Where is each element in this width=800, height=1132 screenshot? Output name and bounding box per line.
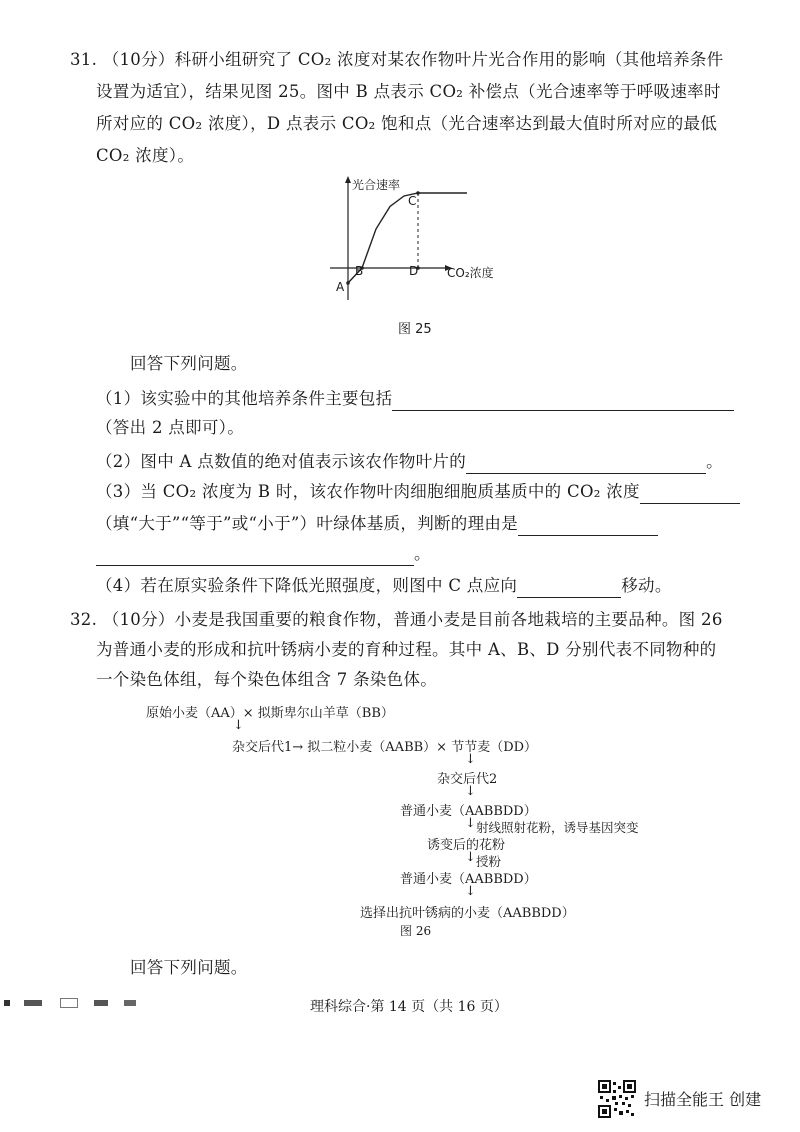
q31-sub1-text: （1）该实验中的其他培养条件主要包括 bbox=[96, 389, 393, 408]
answer-blank-3b[interactable] bbox=[518, 517, 658, 536]
tree-step-5: 诱变后的花粉 bbox=[427, 838, 506, 853]
qr-code-icon bbox=[598, 1080, 636, 1118]
q32-prompt: 回答下列问题。 bbox=[130, 958, 248, 977]
arrow-down-1: ↓ bbox=[233, 718, 244, 733]
arrow-down-2: ↓ bbox=[465, 752, 476, 767]
q31-line-3: 所对应的 CO₂ 浓度），D 点表示 CO₂ 饱和点（光合速率达到最大值时所对应的最低 bbox=[96, 114, 718, 133]
margin-mark bbox=[24, 1000, 42, 1006]
q32-line-3: 一个染色体组，每个染色体组含 7 条染色体。 bbox=[96, 670, 438, 689]
q31-sub2 bbox=[96, 450, 723, 474]
y-axis-label: 光合速率 bbox=[352, 178, 401, 192]
q31-line-4: CO₂ 浓度）。 bbox=[96, 146, 195, 165]
margin-mark bbox=[124, 1000, 136, 1006]
tree-step-2: 杂交后代1→ 拟二粒小麦（AABB）× 节节麦（DD） bbox=[232, 740, 538, 755]
q32-line-1 bbox=[70, 608, 723, 632]
answer-blank-2[interactable] bbox=[466, 455, 706, 474]
q32-number: 32. bbox=[70, 610, 98, 629]
figure-25-chart bbox=[320, 172, 510, 302]
arrow-down-3: ↓ bbox=[465, 784, 476, 799]
q31-sub4-text: （4）若在原实验条件下降低光照强度，则图中 C 点应向 bbox=[96, 576, 518, 595]
scanner-brand: 扫描全能王 创建 bbox=[644, 1090, 762, 1109]
q31-sub3-end: 。 bbox=[414, 544, 431, 563]
margin-mark bbox=[60, 998, 78, 1008]
label-c: C bbox=[408, 194, 417, 208]
answer-blank-4[interactable] bbox=[517, 579, 621, 598]
q31-prompt: 回答下列问题。 bbox=[130, 354, 248, 373]
figure-25-caption: 图 25 bbox=[398, 322, 432, 337]
answer-blank-1[interactable] bbox=[392, 392, 734, 411]
margin-mark bbox=[4, 1000, 10, 1006]
arrow-down-5: ↓ bbox=[465, 850, 476, 865]
q31-sub3-text-2: （填“大于”“等于”或“小于”）叶绿体基质，判断的理由是 bbox=[96, 514, 519, 533]
q31-sub2-end: 。 bbox=[706, 452, 723, 471]
point-a bbox=[346, 281, 350, 285]
q31-sub3-cont bbox=[96, 512, 658, 536]
q31-sub4-end: 移动。 bbox=[621, 576, 672, 595]
q31-sub3 bbox=[96, 480, 740, 504]
tree-step-6: 普通小麦（AABBDD） bbox=[400, 872, 537, 887]
q31-text-1: （10分）科研小组研究了 CO₂ 浓度对某农作物叶片光合作用的影响（其他培养条件 bbox=[102, 50, 724, 69]
tree-step-1: 原始小麦（AA）× 拟斯卑尔山羊草（BB） bbox=[146, 706, 394, 721]
tree-note-2: 授粉 bbox=[476, 854, 502, 869]
q31-number: 31. bbox=[70, 50, 98, 69]
answer-blank-3c[interactable] bbox=[96, 547, 414, 566]
q31-sub1-cont: （答出 2 点即可）。 bbox=[96, 418, 245, 437]
q31-line-2: 设置为适宜），结果见图 25。图中 B 点表示 CO₂ 补偿点（光合速率等于呼吸速率时 bbox=[96, 82, 721, 101]
label-b: B bbox=[355, 264, 364, 278]
tree-step-7: 选择出抗叶锈病的小麦（AABBDD） bbox=[360, 906, 575, 921]
label-d: D bbox=[409, 264, 419, 278]
point-c bbox=[416, 191, 420, 195]
q31-sub4 bbox=[96, 574, 672, 598]
arrow-down-4: ↓ bbox=[465, 816, 476, 831]
answer-blank-3a[interactable] bbox=[640, 485, 740, 504]
tree-step-4: 普通小麦（AABBDD） bbox=[400, 804, 537, 819]
margin-mark bbox=[94, 1000, 108, 1006]
q31-sub3-line3 bbox=[96, 542, 431, 566]
q31-sub1 bbox=[96, 387, 734, 411]
q32-line-2: 为普通小麦的形成和抗叶锈病小麦的育种过程。其中 A、B、D 分别代表不同物种的 bbox=[96, 640, 717, 659]
q31-sub2-text: （2）图中 A 点数值的绝对值表示该农作物叶片的 bbox=[96, 452, 467, 471]
q32-text-1: （10分）小麦是我国重要的粮食作物，普通小麦是目前各地栽培的主要品种。图 26 bbox=[102, 610, 723, 629]
tree-step-3: 杂交后代2 bbox=[437, 772, 498, 787]
arrow-down-6: ↓ bbox=[465, 884, 476, 899]
tree-note-1: 射线照射花粉，诱导基因突变 bbox=[476, 820, 639, 835]
q31-sub3-text: （3）当 CO₂ 浓度为 B 时，该农作物叶肉细胞细胞质基质中的 CO₂ 浓度 bbox=[96, 482, 640, 501]
q31-line-1 bbox=[70, 48, 723, 72]
label-a: A bbox=[336, 280, 345, 294]
y-axis-arrow bbox=[345, 176, 351, 183]
figure-26-caption: 图 26 bbox=[400, 924, 432, 938]
x-axis-label: CO₂浓度 bbox=[447, 266, 494, 280]
page-footer: 理科综合·第 14 页（共 16 页） bbox=[310, 999, 508, 1015]
